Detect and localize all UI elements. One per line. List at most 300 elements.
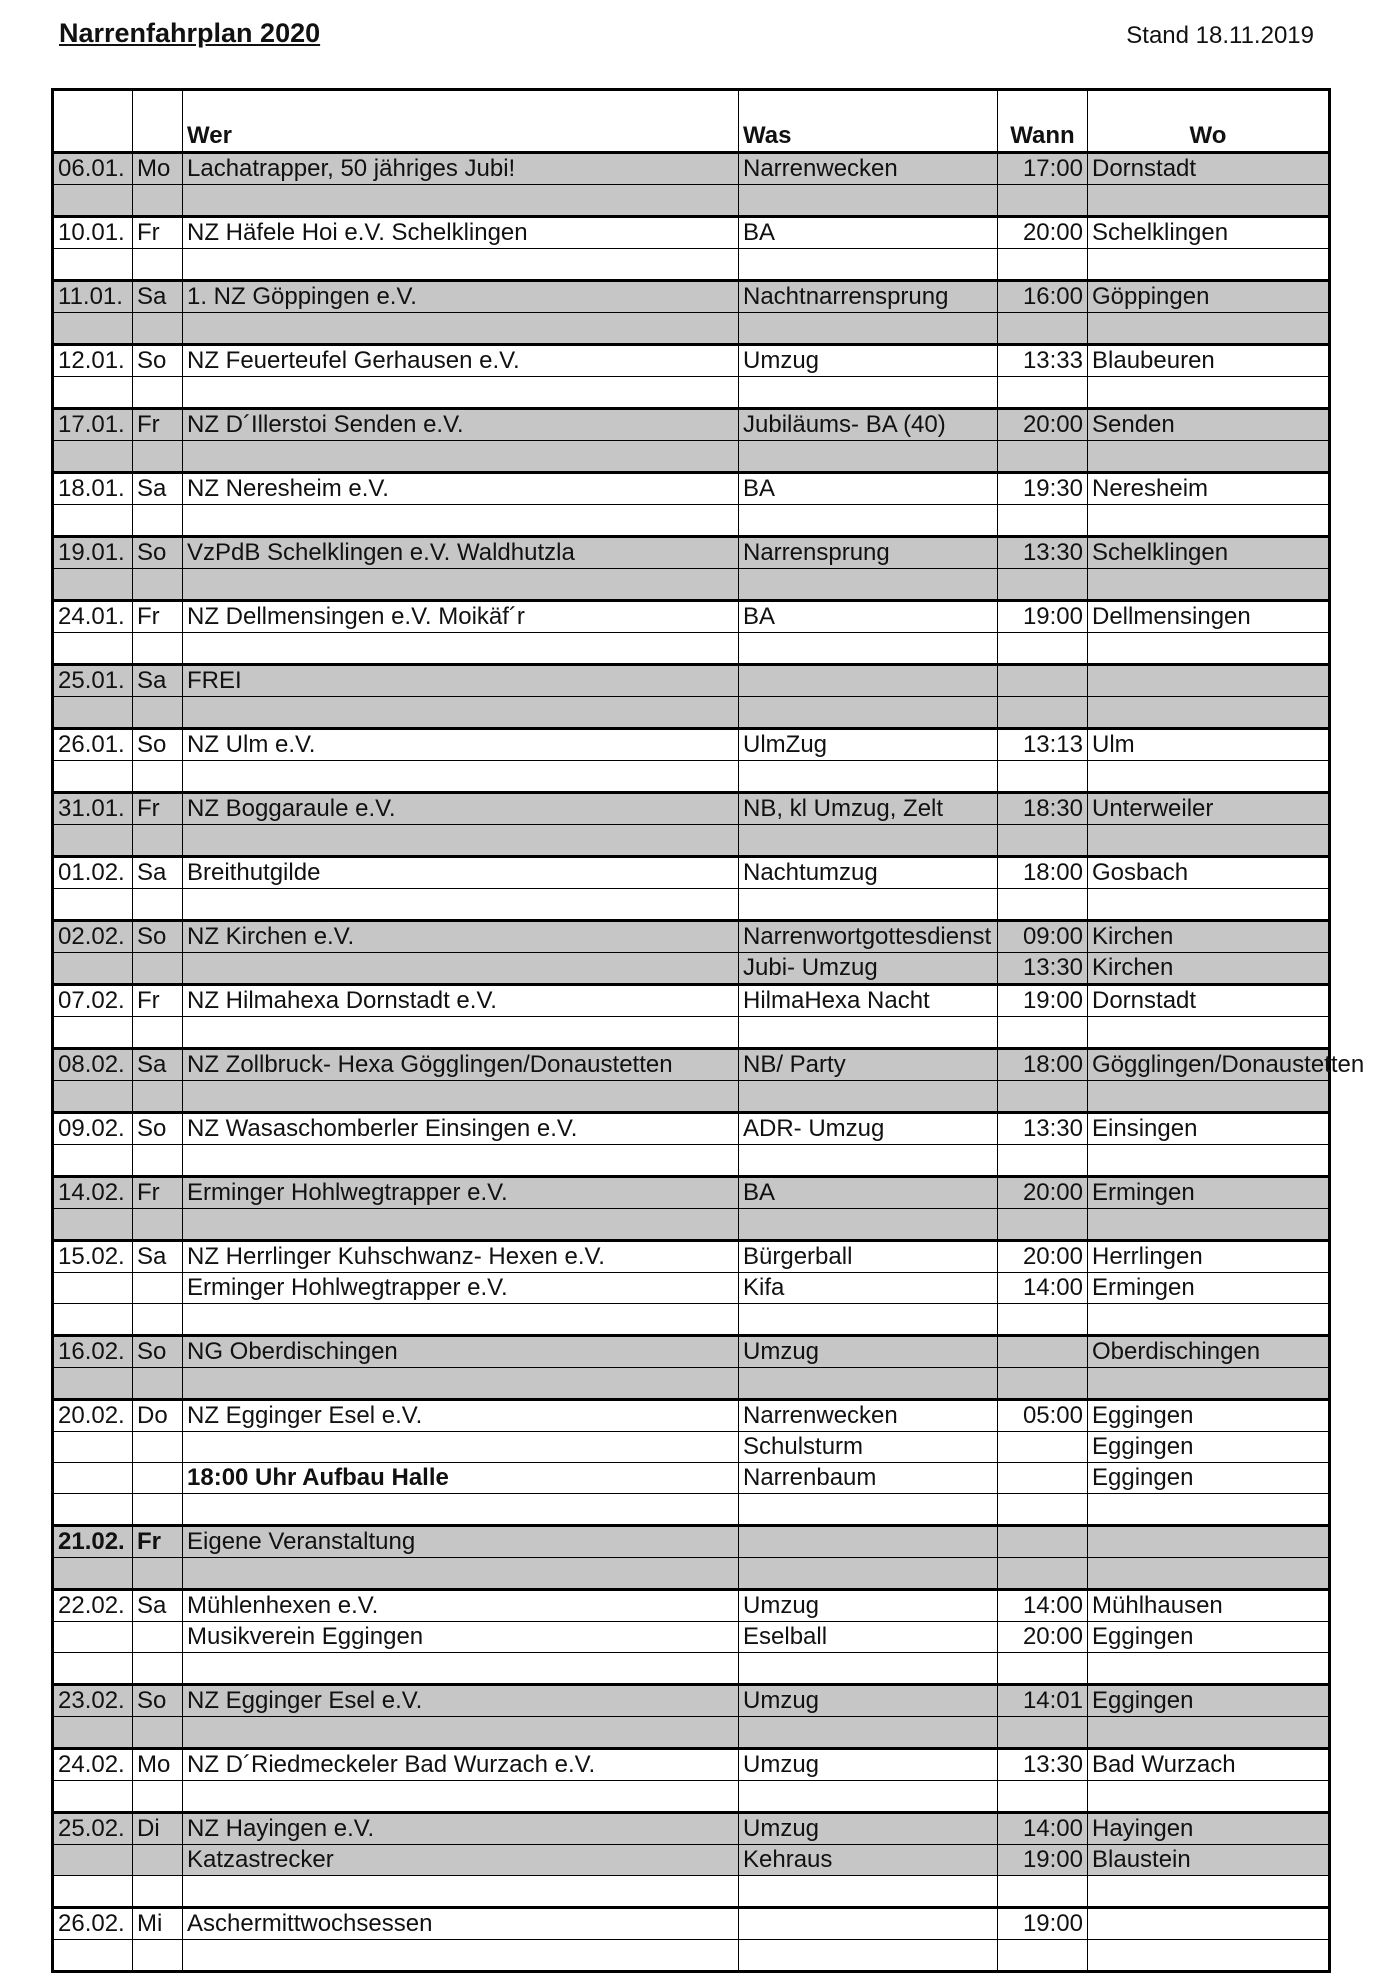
cell-day	[133, 1558, 183, 1590]
cell-was	[739, 1558, 998, 1590]
cell-was	[739, 665, 998, 697]
cell-was: Umzug	[739, 345, 998, 377]
table-row	[53, 1432, 1330, 1463]
cell-wann: 14:00	[998, 1813, 1088, 1845]
table-row	[53, 1558, 1330, 1590]
cell-was: Narrenwortgottesdienst	[739, 921, 998, 953]
table-row	[53, 729, 1330, 761]
cell-was	[739, 1368, 998, 1400]
cell-wo: Einsingen	[1088, 1113, 1330, 1145]
cell-day: Mo	[133, 1749, 183, 1781]
table-row	[53, 1017, 1330, 1049]
cell-was	[739, 1526, 998, 1558]
cell-wann	[998, 1336, 1088, 1368]
cell-was: NB, kl Umzug, Zelt	[739, 793, 998, 825]
col-header-wer: Wer	[183, 90, 739, 153]
cell-wo: Ermingen	[1088, 1273, 1330, 1304]
cell-wo: Kirchen	[1088, 921, 1330, 953]
cell-wann: 13:30	[998, 953, 1088, 985]
cell-was: NB/ Party	[739, 1049, 998, 1081]
table-row	[53, 1304, 1330, 1336]
cell-wo: Dornstadt	[1088, 153, 1330, 185]
cell-wann: 20:00	[998, 1622, 1088, 1653]
cell-wo: Ulm	[1088, 729, 1330, 761]
cell-day	[133, 953, 183, 985]
cell-date	[53, 953, 133, 985]
table-row	[53, 249, 1330, 281]
cell-date	[53, 697, 133, 729]
cell-wo: Oberdischingen	[1088, 1336, 1330, 1368]
cell-was: ADR- Umzug	[739, 1113, 998, 1145]
cell-day	[133, 1145, 183, 1177]
table-row	[53, 1940, 1330, 1972]
cell-date	[53, 1717, 133, 1749]
cell-wer: NZ Häfele Hoi e.V. Schelklingen	[183, 217, 739, 249]
cell-wo: Dornstadt	[1088, 985, 1330, 1017]
cell-wann	[998, 1558, 1088, 1590]
cell-wann: 19:00	[998, 985, 1088, 1017]
cell-wer	[183, 697, 739, 729]
cell-was: Nachtumzug	[739, 857, 998, 889]
cell-date	[53, 1940, 133, 1972]
cell-date: 09.02.	[53, 1113, 133, 1145]
cell-wo: Eggingen	[1088, 1432, 1330, 1463]
cell-date: 02.02.	[53, 921, 133, 953]
cell-day	[133, 505, 183, 537]
cell-date	[53, 1273, 133, 1304]
cell-wann	[998, 1145, 1088, 1177]
cell-wer	[183, 1876, 739, 1908]
cell-day: So	[133, 1685, 183, 1717]
cell-was	[739, 1017, 998, 1049]
cell-wann	[998, 1463, 1088, 1494]
cell-day: Sa	[133, 473, 183, 505]
cell-day	[133, 697, 183, 729]
cell-day	[133, 1432, 183, 1463]
cell-wer: NZ Hilmahexa Dornstadt e.V.	[183, 985, 739, 1017]
cell-wann	[998, 761, 1088, 793]
cell-day: Sa	[133, 1241, 183, 1273]
cell-day	[133, 1017, 183, 1049]
cell-day: Fr	[133, 601, 183, 633]
cell-wann	[998, 1209, 1088, 1241]
cell-was: UlmZug	[739, 729, 998, 761]
cell-was: BA	[739, 217, 998, 249]
cell-date: 25.02.	[53, 1813, 133, 1845]
cell-day: So	[133, 921, 183, 953]
cell-day: Di	[133, 1813, 183, 1845]
cell-wo	[1088, 697, 1330, 729]
cell-was	[739, 761, 998, 793]
table-row	[53, 953, 1330, 985]
table-row	[53, 1781, 1330, 1813]
cell-was	[739, 1145, 998, 1177]
cell-was: Umzug	[739, 1685, 998, 1717]
cell-day	[133, 1876, 183, 1908]
cell-was: BA	[739, 1177, 998, 1209]
stand-date: Stand 18.11.2019	[1126, 22, 1314, 49]
cell-wer	[183, 313, 739, 345]
cell-day: Mo	[133, 153, 183, 185]
cell-wann	[998, 1940, 1088, 1972]
cell-date: 14.02.	[53, 1177, 133, 1209]
cell-day: Fr	[133, 985, 183, 1017]
cell-wo: Dellmensingen	[1088, 601, 1330, 633]
cell-wann	[998, 569, 1088, 601]
cell-wer: Lachatrapper, 50 jähriges Jubi!	[183, 153, 739, 185]
cell-day	[133, 633, 183, 665]
cell-was	[739, 1908, 998, 1940]
table-row	[53, 1241, 1330, 1273]
cell-was: Eselball	[739, 1622, 998, 1653]
cell-day	[133, 1845, 183, 1876]
cell-date	[53, 249, 133, 281]
cell-wann: 20:00	[998, 217, 1088, 249]
cell-wann: 14:00	[998, 1590, 1088, 1622]
cell-wer	[183, 1432, 739, 1463]
cell-wann	[998, 377, 1088, 409]
cell-day: Do	[133, 1400, 183, 1432]
cell-wer	[183, 1781, 739, 1813]
cell-date: 21.02.	[53, 1526, 133, 1558]
cell-wo	[1088, 185, 1330, 217]
cell-date	[53, 1781, 133, 1813]
table-row	[53, 281, 1330, 313]
cell-was: Kifa	[739, 1273, 998, 1304]
cell-day	[133, 1463, 183, 1494]
cell-date: 18.01.	[53, 473, 133, 505]
cell-was: BA	[739, 473, 998, 505]
table-row	[53, 1749, 1330, 1781]
cell-wo	[1088, 313, 1330, 345]
cell-day: Sa	[133, 281, 183, 313]
cell-wo: Neresheim	[1088, 473, 1330, 505]
cell-wann: 13:13	[998, 729, 1088, 761]
table-row	[53, 473, 1330, 505]
cell-wer: Erminger Hohlwegtrapper e.V.	[183, 1273, 739, 1304]
cell-day	[133, 313, 183, 345]
cell-date: 31.01.	[53, 793, 133, 825]
table-row	[53, 441, 1330, 473]
table-row	[53, 1813, 1330, 1845]
cell-wer: Aschermittwochsessen	[183, 1908, 739, 1940]
cell-wo	[1088, 505, 1330, 537]
cell-date	[53, 1876, 133, 1908]
cell-wann	[998, 1494, 1088, 1526]
cell-wann	[998, 665, 1088, 697]
table-row	[53, 1336, 1330, 1368]
table-row	[53, 793, 1330, 825]
cell-date: 19.01.	[53, 537, 133, 569]
table-row	[53, 1908, 1330, 1940]
cell-wer	[183, 825, 739, 857]
cell-wo	[1088, 1558, 1330, 1590]
table-row	[53, 345, 1330, 377]
table-row	[53, 1113, 1330, 1145]
table-row	[53, 889, 1330, 921]
table-row	[53, 377, 1330, 409]
cell-was: Jubiläums- BA (40)	[739, 409, 998, 441]
cell-wo	[1088, 1876, 1330, 1908]
cell-wer: NZ D´Riedmeckeler Bad Wurzach e.V.	[183, 1749, 739, 1781]
cell-date	[53, 313, 133, 345]
cell-was	[739, 697, 998, 729]
cell-was: Jubi- Umzug	[739, 953, 998, 985]
cell-wann: 18:30	[998, 793, 1088, 825]
cell-was	[739, 1653, 998, 1685]
cell-date: 08.02.	[53, 1049, 133, 1081]
cell-day: Sa	[133, 857, 183, 889]
cell-wer	[183, 1209, 739, 1241]
cell-day: Sa	[133, 665, 183, 697]
cell-wo	[1088, 249, 1330, 281]
cell-was	[739, 1876, 998, 1908]
cell-was	[739, 441, 998, 473]
cell-day	[133, 1209, 183, 1241]
cell-wann	[998, 313, 1088, 345]
cell-date: 16.02.	[53, 1336, 133, 1368]
cell-wo: Ermingen	[1088, 1177, 1330, 1209]
cell-wann	[998, 441, 1088, 473]
cell-day	[133, 889, 183, 921]
cell-date: 15.02.	[53, 1241, 133, 1273]
cell-was	[739, 1717, 998, 1749]
table-row	[53, 569, 1330, 601]
cell-day	[133, 1622, 183, 1653]
cell-wo: Eggingen	[1088, 1463, 1330, 1494]
cell-date	[53, 569, 133, 601]
table-row	[53, 1145, 1330, 1177]
cell-was	[739, 825, 998, 857]
cell-date: 17.01.	[53, 409, 133, 441]
cell-day	[133, 1273, 183, 1304]
cell-wer: VzPdB Schelklingen e.V. Waldhutzla	[183, 537, 739, 569]
cell-wo	[1088, 665, 1330, 697]
cell-wo: Schelklingen	[1088, 537, 1330, 569]
cell-wann	[998, 1876, 1088, 1908]
cell-was	[739, 569, 998, 601]
cell-wann	[998, 505, 1088, 537]
cell-date: 26.02.	[53, 1908, 133, 1940]
cell-wer: NZ Zollbruck- Hexa Gögglingen/Donaustetten	[183, 1049, 739, 1081]
cell-wer: NZ Wasaschomberler Einsingen e.V.	[183, 1113, 739, 1145]
cell-wo	[1088, 569, 1330, 601]
cell-wann: 13:30	[998, 537, 1088, 569]
cell-was: Nachtnarrensprung	[739, 281, 998, 313]
cell-date	[53, 1494, 133, 1526]
cell-wo	[1088, 441, 1330, 473]
cell-wo	[1088, 1781, 1330, 1813]
cell-wann: 18:00	[998, 1049, 1088, 1081]
cell-wo	[1088, 1908, 1330, 1940]
cell-date: 25.01.	[53, 665, 133, 697]
cell-was: Narrenwecken	[739, 153, 998, 185]
cell-was: Umzug	[739, 1590, 998, 1622]
cell-wann	[998, 1432, 1088, 1463]
table-row	[53, 217, 1330, 249]
cell-day	[133, 1368, 183, 1400]
cell-date	[53, 761, 133, 793]
cell-wo: Hayingen	[1088, 1813, 1330, 1845]
cell-was: Kehraus	[739, 1845, 998, 1876]
cell-wo	[1088, 1940, 1330, 1972]
cell-day	[133, 825, 183, 857]
table-row	[53, 825, 1330, 857]
cell-date: 01.02.	[53, 857, 133, 889]
table-row	[53, 505, 1330, 537]
cell-wer	[183, 1494, 739, 1526]
col-header-was: Was	[739, 90, 998, 153]
cell-wann	[998, 185, 1088, 217]
cell-wo	[1088, 1526, 1330, 1558]
cell-wo: Bad Wurzach	[1088, 1749, 1330, 1781]
cell-wo	[1088, 1145, 1330, 1177]
cell-wann: 05:00	[998, 1400, 1088, 1432]
cell-date	[53, 1622, 133, 1653]
cell-wann: 19:30	[998, 473, 1088, 505]
cell-wer	[183, 249, 739, 281]
cell-date	[53, 505, 133, 537]
cell-wer	[183, 1717, 739, 1749]
cell-wer	[183, 1081, 739, 1113]
cell-day: Mi	[133, 1908, 183, 1940]
cell-date: 11.01.	[53, 281, 133, 313]
cell-wann: 19:00	[998, 1845, 1088, 1876]
cell-date	[53, 1145, 133, 1177]
cell-was	[739, 1304, 998, 1336]
header-row	[53, 90, 1330, 153]
cell-wo: Eggingen	[1088, 1685, 1330, 1717]
cell-wann	[998, 1304, 1088, 1336]
cell-date	[53, 1432, 133, 1463]
cell-day: So	[133, 345, 183, 377]
table-row	[53, 1653, 1330, 1685]
cell-wer: NZ Ulm e.V.	[183, 729, 739, 761]
cell-wann: 20:00	[998, 1241, 1088, 1273]
cell-date	[53, 441, 133, 473]
cell-wo	[1088, 1368, 1330, 1400]
cell-date: 10.01.	[53, 217, 133, 249]
cell-wer: NZ Hayingen e.V.	[183, 1813, 739, 1845]
cell-wann: 13:30	[998, 1749, 1088, 1781]
cell-wann	[998, 1781, 1088, 1813]
cell-wann	[998, 1017, 1088, 1049]
cell-wer	[183, 633, 739, 665]
cell-wann	[998, 1717, 1088, 1749]
cell-wo: Herrlingen	[1088, 1241, 1330, 1273]
cell-was: BA	[739, 601, 998, 633]
cell-day	[133, 1653, 183, 1685]
cell-day	[133, 185, 183, 217]
cell-day: So	[133, 537, 183, 569]
cell-wo: Schelklingen	[1088, 217, 1330, 249]
cell-day: So	[133, 1336, 183, 1368]
cell-wer	[183, 1017, 739, 1049]
table-row	[53, 697, 1330, 729]
cell-wer: Katzastrecker	[183, 1845, 739, 1876]
cell-wann: 13:30	[998, 1113, 1088, 1145]
cell-date: 26.01.	[53, 729, 133, 761]
cell-wo: Eggingen	[1088, 1400, 1330, 1432]
cell-wer	[183, 441, 739, 473]
cell-day: So	[133, 1113, 183, 1145]
page-title: Narrenfahrplan 2020	[59, 18, 321, 48]
cell-wann	[998, 889, 1088, 921]
cell-was	[739, 249, 998, 281]
cell-was: Narrensprung	[739, 537, 998, 569]
cell-day	[133, 377, 183, 409]
cell-date: 23.02.	[53, 1685, 133, 1717]
cell-wann	[998, 697, 1088, 729]
cell-wann: 20:00	[998, 409, 1088, 441]
cell-was	[739, 185, 998, 217]
cell-day	[133, 1081, 183, 1113]
cell-day	[133, 569, 183, 601]
cell-wo: Gögglingen/Donaustetten	[1088, 1049, 1330, 1081]
cell-wo	[1088, 761, 1330, 793]
cell-wer: NZ Egginger Esel e.V.	[183, 1685, 739, 1717]
cell-wann	[998, 249, 1088, 281]
cell-wann: 14:00	[998, 1273, 1088, 1304]
cell-date: 24.01.	[53, 601, 133, 633]
cell-wo	[1088, 1653, 1330, 1685]
cell-day	[133, 761, 183, 793]
cell-wer	[183, 1558, 739, 1590]
cell-wo	[1088, 633, 1330, 665]
table-row	[53, 1494, 1330, 1526]
cell-wann: 14:01	[998, 1685, 1088, 1717]
cell-wer: NZ Boggaraule e.V.	[183, 793, 739, 825]
cell-date	[53, 1209, 133, 1241]
cell-wer	[183, 1368, 739, 1400]
table-row	[53, 1177, 1330, 1209]
cell-wer: 18:00 Uhr Aufbau Halle	[183, 1463, 739, 1494]
cell-wer	[183, 1940, 739, 1972]
table-row	[53, 185, 1330, 217]
table-row	[53, 601, 1330, 633]
table-row	[53, 1876, 1330, 1908]
col-header-wann: Wann	[998, 90, 1088, 153]
col-header-day	[133, 90, 183, 153]
cell-wo: Unterweiler	[1088, 793, 1330, 825]
cell-was	[739, 377, 998, 409]
cell-date	[53, 1845, 133, 1876]
cell-wann: 18:00	[998, 857, 1088, 889]
cell-wann: 19:00	[998, 1908, 1088, 1940]
cell-wann: 17:00	[998, 153, 1088, 185]
cell-wann	[998, 1526, 1088, 1558]
table-row	[53, 761, 1330, 793]
cell-date	[53, 1558, 133, 1590]
table-row	[53, 985, 1330, 1017]
cell-day	[133, 441, 183, 473]
cell-day	[133, 1940, 183, 1972]
table-row	[53, 1049, 1330, 1081]
cell-wo	[1088, 825, 1330, 857]
cell-wer: NZ Herrlinger Kuhschwanz- Hexen e.V.	[183, 1241, 739, 1273]
cell-was	[739, 1209, 998, 1241]
cell-wo: Kirchen	[1088, 953, 1330, 985]
cell-was: Umzug	[739, 1749, 998, 1781]
cell-day	[133, 1781, 183, 1813]
cell-wer	[183, 761, 739, 793]
cell-wo: Senden	[1088, 409, 1330, 441]
cell-date: 06.01.	[53, 153, 133, 185]
col-header-date	[53, 90, 133, 153]
cell-wer	[183, 185, 739, 217]
cell-wo	[1088, 889, 1330, 921]
cell-day	[133, 1494, 183, 1526]
